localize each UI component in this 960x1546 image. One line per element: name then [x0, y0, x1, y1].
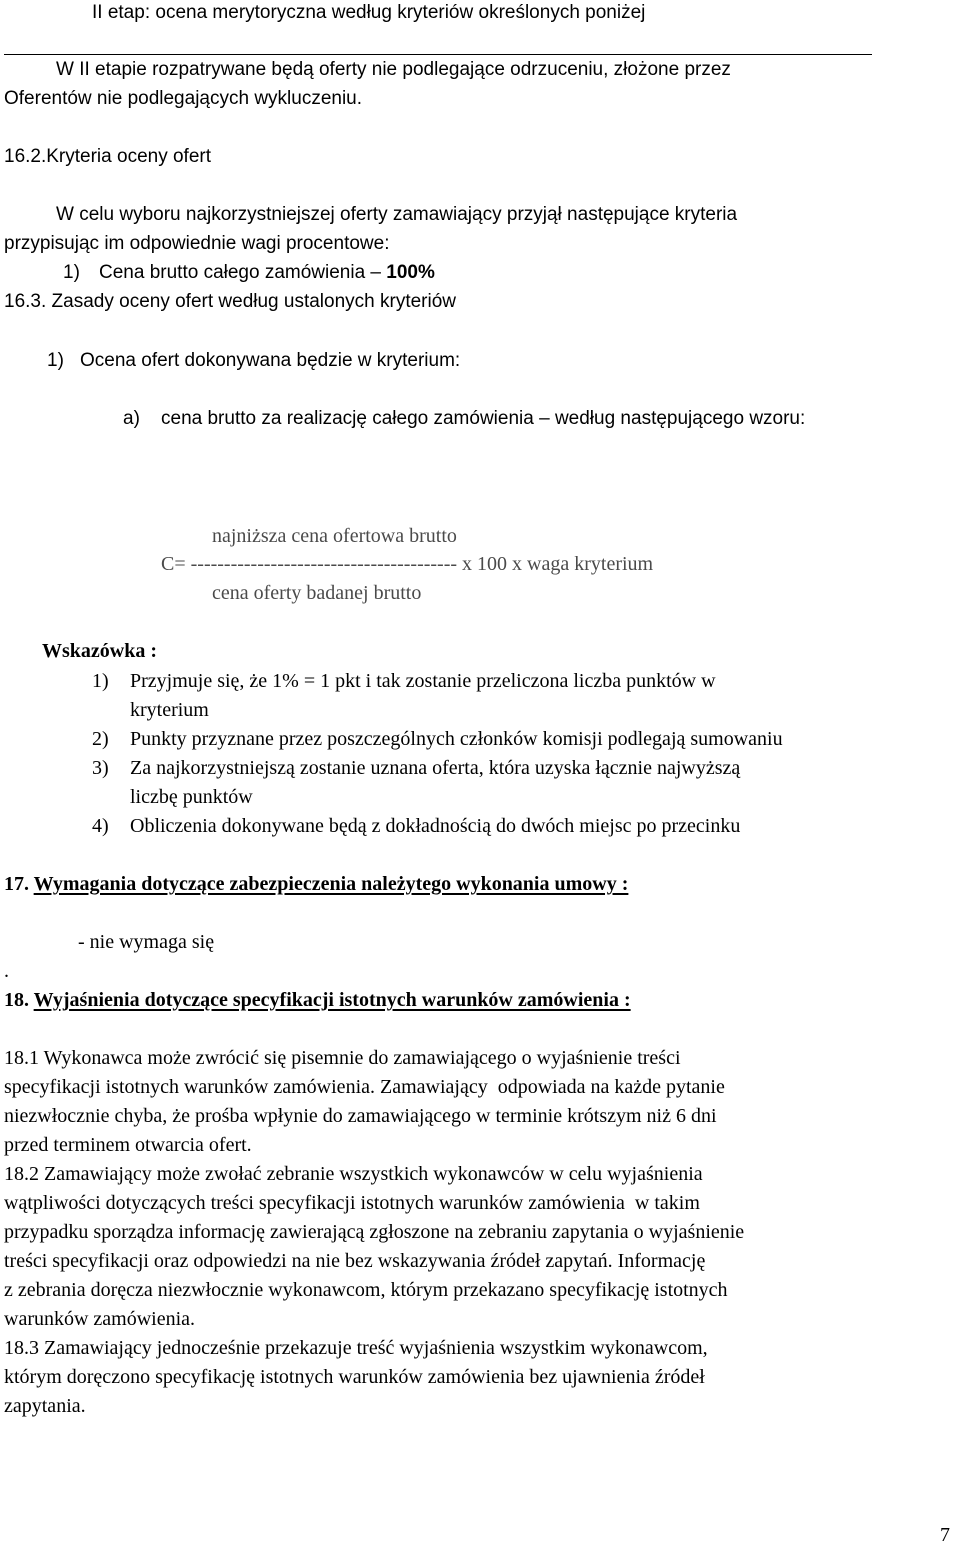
section-18-2-line2: wątpliwości dotyczących treści specyfikacji istotnych warunków zamówienia w takim: [4, 1192, 700, 1214]
section-18-2-line3: przypadku sporządza informację zawierającą zgłoszone na zebraniu zapytania o wyjaśnienie: [4, 1221, 745, 1243]
section-16-3-item1-text: Ocena ofert dokonywana będzie w kryterium:: [80, 350, 461, 371]
hint-1-num: 1): [92, 670, 109, 692]
section-16-2-item1: [99, 263, 435, 282]
section-17-number: 17.: [4, 873, 29, 895]
section-17-heading: [4, 874, 628, 894]
section-18-3-line2: którym doręczono specyfikację istotnych warunków zamówienia bez ujawnienia źródeł: [4, 1366, 705, 1388]
section-17-dot: .: [4, 960, 9, 982]
section-18-title: Wyjaśnienia dotyczące specyfikacji istotnych warunków zamówienia :: [33, 989, 631, 1011]
hint-3-num: 3): [92, 757, 109, 779]
stage2-heading: II etap: ocena merytoryczna według kryteriów określonych poniżej: [92, 2, 646, 23]
section-18-1-line3: niezwłocznie chyba, że prośba wpłynie do zamawiającego w terminie krótszym niż 6 dni: [4, 1105, 717, 1127]
hint-1-line2: kryterium: [130, 699, 209, 721]
formula-main: C= ---------------------------------------- x 100 x waga kryterium: [161, 553, 654, 575]
section-18-1-line4: przed terminem otwarcia ofert.: [4, 1134, 252, 1156]
hint-3-line1: Za najkorzystniejszą zostanie uznana oferta, która uzyska łącznie najwyższą: [130, 757, 741, 779]
hint-4-num: 4): [92, 815, 109, 837]
page-number: 7: [940, 1524, 950, 1546]
section-18-2-line6: warunków zamówienia.: [4, 1308, 196, 1330]
hint-1-line1: Przyjmuje się, że 1% = 1 pkt i tak zostanie przeliczona liczba punktów w: [130, 670, 716, 692]
section-18-number: 18.: [4, 989, 29, 1011]
section-16-2-line1: W celu wyboru najkorzystniejszej oferty zamawiający przyjął następujące kryteria: [56, 204, 738, 225]
section-18-2-line4: treści specyfikacji oraz odpowiedzi na nie bez wskazywania źródeł zapytań. Informację: [4, 1250, 706, 1272]
stage2-intro-line1: W II etapie rozpatrywane będą oferty nie podlegające odrzuceniu, złożone przez: [56, 59, 731, 80]
section-18-2-line5: z zebrania doręcza niezwłocznie wykonawcom, którym przekazano specyfikację istotnych: [4, 1279, 728, 1301]
section-17-value: - nie wymaga się: [78, 931, 215, 953]
stage2-intro-line2: Oferentów nie podlegających wykluczeniu.: [4, 88, 363, 109]
section-16-2-item1-text: Cena brutto całego zamówienia –: [99, 262, 387, 283]
section-18-1-line1: 18.1 Wykonawca może zwrócić się pisemnie do zamawiającego o wyjaśnienie treści: [4, 1047, 681, 1069]
section-16-2-item1-value: 100%: [386, 262, 435, 283]
divider-line: [4, 54, 872, 55]
section-16-2-heading: 16.2.Kryteria oceny ofert: [4, 146, 211, 167]
hint-2-num: 2): [92, 728, 109, 750]
hint-2-line1: Punkty przyznane przez poszczególnych członków komisji podlegają sumowaniu: [130, 728, 783, 750]
section-18-1-line2: specyfikacji istotnych warunków zamówienia. Zamawiający odpowiada na każde pytanie: [4, 1076, 725, 1098]
section-17-title: Wymagania dotyczące zabezpieczenia należytego wykonania umowy :: [33, 873, 629, 895]
section-16-3-item1-num: 1): [47, 350, 64, 371]
section-16-3-sub-a-letter: a): [123, 408, 140, 429]
section-18-2-line1: 18.2 Zamawiający może zwołać zebranie wszystkich wykonawców w celu wyjaśnienia: [4, 1163, 703, 1185]
hint-4-line1: Obliczenia dokonywane będą z dokładnością do dwóch miejsc po przecinku: [130, 815, 741, 837]
section-16-2-item1-num: 1): [63, 262, 80, 283]
hint-3-line2: liczbę punktów: [130, 786, 253, 808]
section-16-3-heading: 16.3. Zasady oceny ofert według ustalonych kryteriów: [4, 291, 457, 312]
section-16-2-line2: przypisując im odpowiednie wagi procentowe:: [4, 233, 390, 254]
formula-numerator: najniższa cena ofertowa brutto: [212, 525, 457, 547]
section-16-3-sub-a-text: cena brutto za realizację całego zamówienia – według następującego wzoru:: [161, 408, 806, 429]
hints-heading: Wskazówka :: [42, 640, 158, 662]
section-18-3-line3: zapytania.: [4, 1395, 86, 1417]
section-18-heading: [4, 990, 631, 1010]
formula-denominator: cena oferty badanej brutto: [212, 582, 422, 604]
section-18-3-line1: 18.3 Zamawiający jednocześnie przekazuje treść wyjaśnienia wszystkim wykonawcom,: [4, 1337, 708, 1359]
